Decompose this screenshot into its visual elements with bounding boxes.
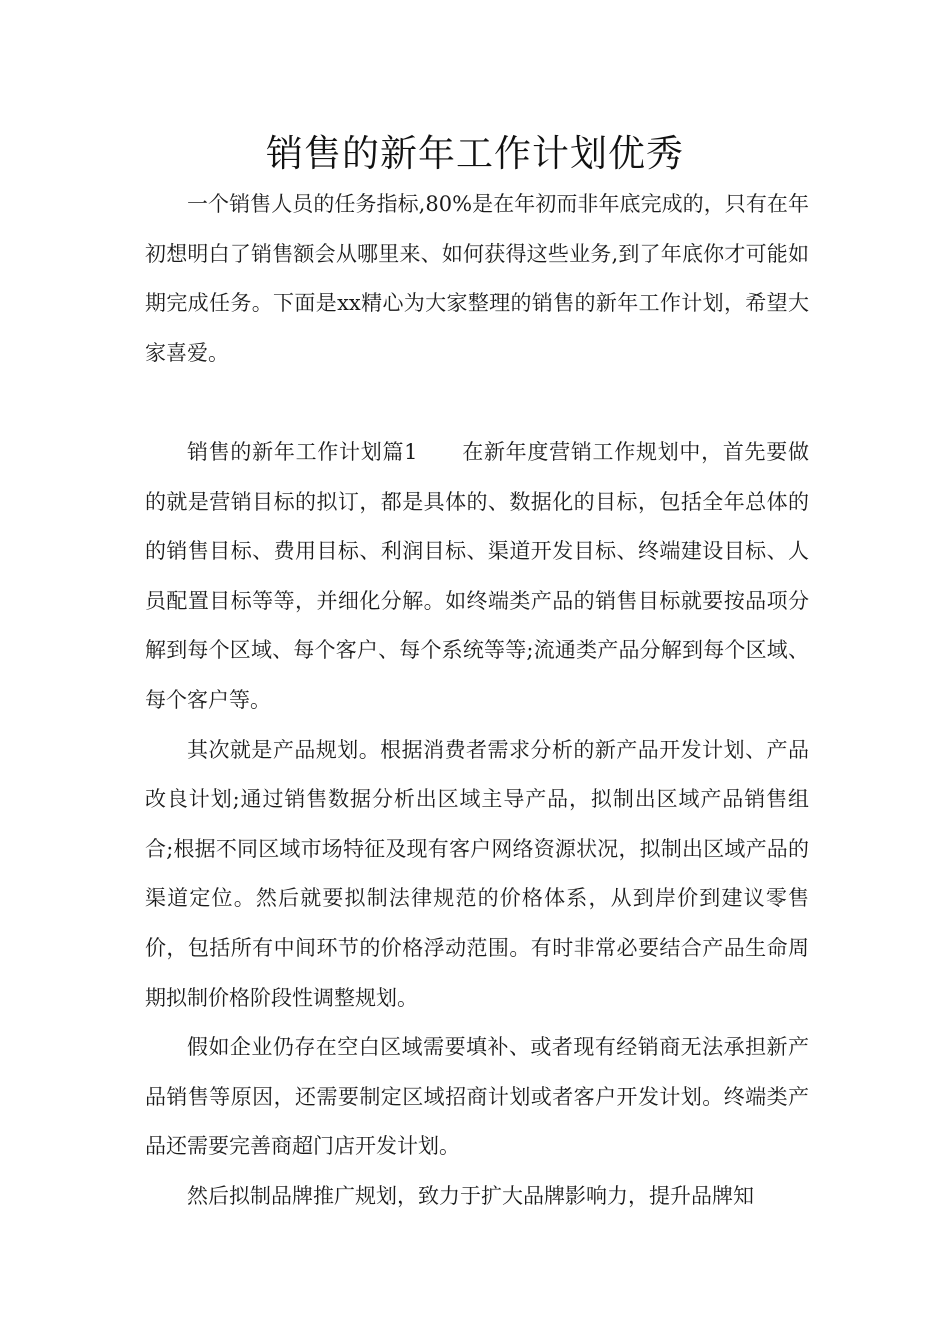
paragraph-product-planning: 其次就是产品规划。根据消费者需求分析的新产品开发计划、产品改良计划;通过销售数据分析出区域主导产品，拟制出区域产品销售组合;根据不同区域市场特征及现有客户网络资源状况，拟制出区域产品的渠道定位。然后就要拟制法律规范的价格体系，从到岸价到建议零售价，包括所有中间环节的价格浮动范围。有时非常必要结合产品生命周期拟制价格阶段性调整规划。 [145,737,809,1010]
paragraph-brand-promotion: 然后拟制品牌推广规划，致力于扩大品牌影响力，提升品牌知 [187,1183,754,1208]
section-heading: 销售的新年工作计划篇1 [187,439,418,464]
document-title: 销售的新年工作计划优秀 [266,132,684,175]
intro-paragraph: 一个销售人员的任务指标,80%是在年初而非年底完成的，只有在年初想明白了销售额会从哪里来、如何获得这些业务,到了年底你才可能如期完成任务。下面是xx精心为大家整理的销售的新年工作计划，希望大家喜爱。 [145,192,809,365]
paragraph-regional-recruitment: 假如企业仍存在空白区域需要填补、或者现有经销商无法承担新产品销售等原因，还需要制定区域招商计划或者客户开发计划。终端类产品还需要完善商超门店开发计划。 [145,1035,809,1159]
section-first-text: 在新年度营销工作规划中，首先要做的就是营销目标的拟订，都是具体的、数据化的目标，包括全年总体的的销售目标、费用目标、利润目标、渠道开发目标、终端建设目标、人员配置目标等等，并细化分解。如终端类产品的销售目标就要按品项分解到每个区域、每个客户、每个系统等等;流通类产品分解到每个区域、每个客户等。 [145,439,809,712]
section-paragraph [145,428,809,726]
document-body [145,180,809,1221]
